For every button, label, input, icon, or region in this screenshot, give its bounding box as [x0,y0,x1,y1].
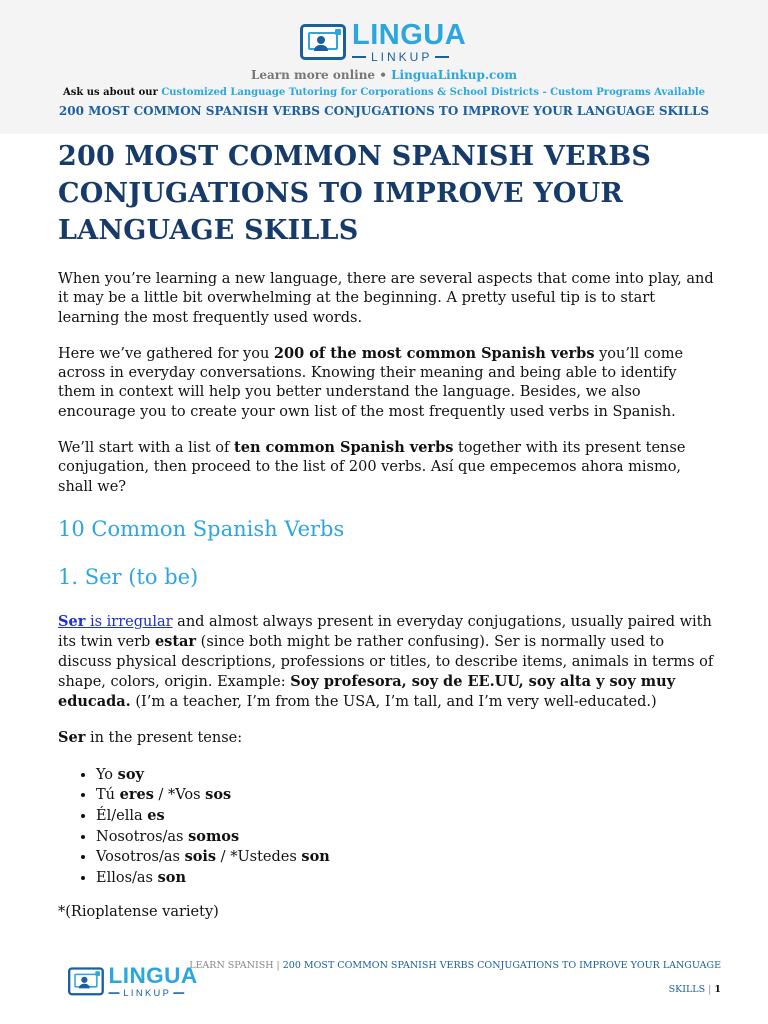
section-heading: 10 Common Spanish Verbs [58,516,345,541]
page-number: 1 [714,984,721,995]
emphasis-ten-verbs: ten common Spanish verbs [234,439,454,457]
promo-link[interactable]: Customized Language Tutoring for Corporations & School Districts - Custom Programs Available [161,87,706,98]
start-list-paragraph: We’ll start with a list of ten common Spanish verbs together with its present tense conjugation, then proceed to the list of 200 verbs. Así que empecemos ahora mismo, shall we? [58,439,686,495]
list-item: • Ellos/as son [96,868,714,889]
tutor-screen-icon [68,967,104,995]
article-body [58,138,714,923]
gathered-paragraph: Here we’ve gathered for you 200 of the most common Spanish verbs you’ll come across in everyday conversations. Knowing their meaning and being able to identify them in context will help you better understand the language. Besides, we also encourage you to create your own list of the most frequently used verbs in Spanish. [58,344,684,420]
ser-irregular-link[interactable]: Ser is irregular [58,612,173,630]
variety-note: *(Rioplatense variety) [58,904,219,921]
conjugation-list [58,765,714,889]
footer-logo[interactable] [68,965,198,998]
lingua-linkup-logo[interactable] [300,21,466,63]
list-item: • Yo soy [96,765,714,786]
verb-heading-ser: 1. Ser (to be) [58,564,199,589]
emphasis-estar: estar [154,633,197,651]
ask-us-label: Ask us about our [62,87,162,98]
list-item: • Él/ella es [96,806,714,827]
logo-word-linkup: LINKUP [123,987,172,999]
emphasis-200-verbs: 200 of the most common Spanish verbs [273,344,595,362]
page-header [0,0,768,134]
logo-word-lingua: LINGUA [352,19,467,51]
footer-page-line: SKILLS | 1 [668,984,721,995]
present-tense-label: Ser in the present tense: [58,729,243,747]
tutor-screen-icon [300,24,346,60]
logo-word-linkup: LINKUP [371,50,433,64]
example-sentence: Soy profesora, soy de EE.UU, soy alta y soy muy educada. [58,672,676,711]
logo-word-lingua: LINGUA [108,963,198,989]
list-item: • Nosotros/as somos [96,827,714,848]
intro-paragraph: When you’re learning a new language, there are several aspects that come into play, and it may be a little bit overwhelming at the beginning. A pretty useful tip is to start learning the most frequently used words. [58,271,714,326]
learn-more-label: Learn more online • [250,68,392,82]
list-item: • Tú eres / *Vos sos [96,785,714,806]
header-title: 200 MOST COMMON SPANISH VERBS CONJUGATIONS TO IMPROVE YOUR LANGUAGE SKILLS [58,104,710,118]
article-title: 200 MOST COMMON SPANISH VERBS CONJUGATIONS TO IMPROVE YOUR LANGUAGE SKILLS [58,141,652,246]
list-item: • Vosotros/as sois / *Ustedes son [96,847,714,868]
learn-more-line [0,68,768,82]
ask-us-line [0,87,768,98]
ser-description-paragraph: Ser is irregular and almost always present in everyday conjugations, usually paired with its twin verb estar (since both might be rather confusing). Ser is normally used to discuss physical descriptions, professions or titles, to describe items, animals in terms of shape, colors, origin. Example: Soy profesora, soy de EE.UU, soy alta y soy muy educada. (I’m a teacher, I’m from the USA, I’m tall, and I’m very well-educated.) [58,612,714,711]
footer-running-title: LEARN SPANISH | 200 MOST COMMON SPANISH VERBS CONJUGATIONS TO IMPROVE YOUR LANGUAGE [189,960,721,971]
site-link[interactable]: LinguaLinkup.com [391,68,518,82]
